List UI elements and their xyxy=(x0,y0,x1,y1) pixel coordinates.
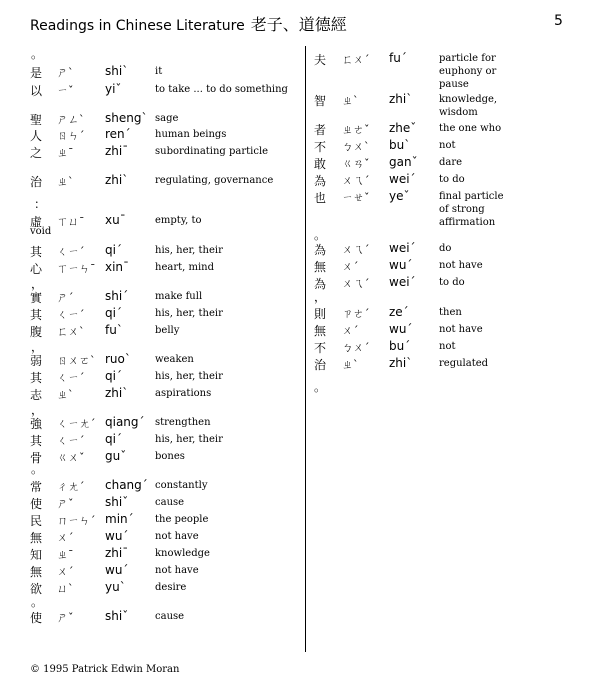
bopomofo-reading: ㄓˉ xyxy=(57,146,74,159)
english-gloss: not xyxy=(439,140,456,151)
english-gloss: belly xyxy=(155,325,180,336)
chinese-character: 其 xyxy=(30,371,43,385)
english-gloss: it xyxy=(155,66,163,77)
pinyin-reading: shengˋ xyxy=(105,111,148,125)
chinese-character: 不 xyxy=(314,140,327,154)
pinyin-reading: weiˊ xyxy=(389,172,416,186)
bopomofo-reading: ㄨㄟˊ xyxy=(342,243,370,256)
english-gloss: regulated xyxy=(439,358,489,369)
punctuation-mark: 。 xyxy=(314,228,327,242)
bopomofo-reading: ㄈㄨˊ xyxy=(342,53,370,66)
bopomofo-reading: ㄈㄨˋ xyxy=(57,325,85,338)
chinese-character: 治 xyxy=(30,175,43,189)
english-gloss: to do xyxy=(439,277,465,288)
pinyin-reading: fuˊ xyxy=(389,51,407,65)
book-title-english: Readings in Chinese Literature xyxy=(30,18,245,34)
bopomofo-reading: ㄑㄧㄤˊ xyxy=(57,417,96,430)
punctuation-mark: 。 xyxy=(31,462,44,476)
chinese-character: 則 xyxy=(314,307,327,321)
chinese-character: 志 xyxy=(30,388,43,402)
punctuation-mark: 。 xyxy=(31,595,44,609)
bopomofo-reading: ㄑㄧˊ xyxy=(57,371,85,384)
pinyin-reading: guˇ xyxy=(105,449,127,463)
chinese-character: 以 xyxy=(30,84,43,98)
chinese-character: 弱 xyxy=(30,354,43,368)
punctuation-mark: ， xyxy=(31,403,44,417)
bopomofo-reading: ㄕㄥˋ xyxy=(57,113,85,126)
chinese-character: 心 xyxy=(30,262,43,276)
chinese-character: 使 xyxy=(30,497,43,511)
chinese-character: 夫 xyxy=(314,53,327,67)
english-gloss: the one who xyxy=(439,123,502,134)
english-gloss: his, her, their xyxy=(155,245,223,256)
chinese-character: 為 xyxy=(314,277,327,291)
chinese-character: 欲 xyxy=(30,582,43,596)
english-gloss: to do xyxy=(439,174,465,185)
chinese-character: 敢 xyxy=(314,157,327,171)
bopomofo-reading: ㄅㄨˊ xyxy=(342,341,370,354)
bopomofo-reading: ㄓㄜˇ xyxy=(342,123,370,136)
english-gloss: his, her, their xyxy=(155,308,223,319)
bopomofo-reading: ㄅㄨˋ xyxy=(342,140,370,153)
chinese-character: 腹 xyxy=(30,325,43,339)
bopomofo-reading: ㄧˇ xyxy=(57,84,74,97)
pinyin-reading: minˊ xyxy=(105,512,134,526)
english-gloss: cause xyxy=(155,611,185,622)
pinyin-reading: qiˊ xyxy=(105,369,122,383)
chinese-character: 無 xyxy=(30,531,43,545)
book-title xyxy=(30,12,347,35)
bopomofo-reading: ㄑㄧˊ xyxy=(57,245,85,258)
bopomofo-reading: ㄨㄟˊ xyxy=(342,277,370,290)
pinyin-reading: weiˊ xyxy=(389,275,416,289)
punctuation-mark: ， xyxy=(31,277,44,291)
bopomofo-reading: ㄕˊ xyxy=(57,291,74,304)
pinyin-reading: zheˇ xyxy=(389,121,417,135)
pinyin-reading: changˊ xyxy=(105,478,148,492)
english-gloss: weaken xyxy=(155,354,194,365)
punctuation-mark: ， xyxy=(314,290,327,304)
english-gloss: not xyxy=(439,341,456,352)
pinyin-reading: wuˊ xyxy=(105,563,129,577)
chinese-character: 常 xyxy=(30,480,43,494)
pinyin-reading: ganˇ xyxy=(389,155,418,169)
bopomofo-reading: ㄔㄤˊ xyxy=(57,480,85,493)
chinese-character: 無 xyxy=(314,324,327,338)
english-gloss: constantly xyxy=(155,480,208,491)
pinyin-reading: qiˊ xyxy=(105,432,122,446)
bopomofo-reading: ㄍㄨˇ xyxy=(57,451,85,464)
bopomofo-reading: ㄍㄢˇ xyxy=(342,157,370,170)
chinese-character: 知 xyxy=(30,548,43,562)
pinyin-reading: zhiˋ xyxy=(389,356,413,370)
pinyin-reading: shiˇ xyxy=(105,495,129,509)
pinyin-reading: qiˊ xyxy=(105,306,122,320)
chinese-character: 之 xyxy=(30,146,43,160)
pinyin-reading: fuˋ xyxy=(105,323,123,337)
bopomofo-reading: ㄓˉ xyxy=(57,548,74,561)
punctuation-mark: ： xyxy=(34,197,47,211)
english-gloss: the people xyxy=(155,514,209,525)
copyright-footer: © 1995 Patrick Edwin Moran xyxy=(30,664,180,675)
page-number: 5 xyxy=(554,13,563,29)
english-gloss: make full xyxy=(155,291,203,302)
english-gloss: bones xyxy=(155,451,185,462)
english-gloss: heart, mind xyxy=(155,262,214,273)
english-gloss: do xyxy=(439,243,452,254)
pinyin-reading: zhiˋ xyxy=(105,173,129,187)
pinyin-reading: yeˇ xyxy=(389,189,410,203)
english-gloss: final particle of strong affirmation xyxy=(439,191,504,228)
english-gloss: then xyxy=(439,307,462,318)
pinyin-reading: wuˊ xyxy=(105,529,129,543)
english-gloss: not have xyxy=(439,324,483,335)
bopomofo-reading: ㄓˋ xyxy=(57,175,74,188)
pinyin-reading: weiˊ xyxy=(389,241,416,255)
bopomofo-reading: ㄑㄧˊ xyxy=(57,434,85,447)
bopomofo-reading: ㄨˊ xyxy=(57,531,74,544)
pinyin-reading: shiˊ xyxy=(105,289,129,303)
chinese-character: 使 xyxy=(30,611,43,625)
chinese-character: 不 xyxy=(314,341,327,355)
column-divider xyxy=(305,46,306,652)
pinyin-reading: yuˋ xyxy=(105,580,126,594)
pinyin-reading: yiˇ xyxy=(105,82,122,96)
pinyin-reading: xuˉ xyxy=(105,213,126,227)
chinese-character: 也 xyxy=(314,191,327,205)
pinyin-reading: buˊ xyxy=(389,339,411,353)
chinese-character: 者 xyxy=(314,123,327,137)
english-gloss: to take ... to do something xyxy=(155,84,288,95)
pinyin-reading: ruoˋ xyxy=(105,352,131,366)
chinese-character: 為 xyxy=(314,174,327,188)
pinyin-reading: zeˊ xyxy=(389,305,409,319)
punctuation-mark: ， xyxy=(31,340,44,354)
english-gloss: his, her, their xyxy=(155,371,223,382)
english-gloss: his, her, their xyxy=(155,434,223,445)
chinese-character: 其 xyxy=(30,245,43,259)
bopomofo-reading: ㄕˋ xyxy=(57,66,74,79)
pinyin-reading: zhiˋ xyxy=(105,386,129,400)
bopomofo-reading: ㄧㄝˇ xyxy=(342,191,370,204)
english-gloss: not have xyxy=(155,531,199,542)
english-gloss: cause xyxy=(155,497,185,508)
chinese-character: 無 xyxy=(314,260,327,274)
chinese-character: 是 xyxy=(30,66,43,80)
bopomofo-reading: ㄖㄨㄛˋ xyxy=(57,354,96,367)
english-gloss: not have xyxy=(439,260,483,271)
english-gloss: knowledge, wisdom xyxy=(439,94,498,118)
english-gloss: aspirations xyxy=(155,388,212,399)
english-gloss: dare xyxy=(439,157,463,168)
chinese-character: 人 xyxy=(30,129,43,143)
bopomofo-reading: ㄓˋ xyxy=(342,358,359,371)
bopomofo-reading: ㄖㄣˊ xyxy=(57,129,85,142)
pinyin-reading: zhiˉ xyxy=(105,546,129,560)
english-gloss: desire xyxy=(155,582,187,593)
english-gloss: particle for euphony or pause xyxy=(439,53,497,90)
pinyin-reading: qiangˊ xyxy=(105,415,145,429)
bopomofo-reading: ㄓˋ xyxy=(57,388,74,401)
chinese-character: 虛 xyxy=(30,215,43,229)
pinyin-reading: qiˊ xyxy=(105,243,122,257)
punctuation-mark: void xyxy=(30,226,52,237)
chinese-character: 聖 xyxy=(30,113,43,127)
bopomofo-reading: ㄒㄧㄣˉ xyxy=(57,262,96,275)
chinese-character: 其 xyxy=(30,434,43,448)
chinese-character: 為 xyxy=(314,243,327,257)
chinese-character: 無 xyxy=(30,565,43,579)
english-gloss: knowledge xyxy=(155,548,210,559)
pinyin-reading: xinˉ xyxy=(105,260,130,274)
pinyin-reading: zhiˉ xyxy=(105,144,129,158)
bopomofo-reading: ㄒㄩˉ xyxy=(57,215,85,228)
chinese-character: 治 xyxy=(314,358,327,372)
bopomofo-reading: ㄑㄧˊ xyxy=(57,308,85,321)
bopomofo-reading: ㄨˊ xyxy=(342,324,359,337)
punctuation-mark: 。 xyxy=(31,47,44,61)
english-gloss: subordinating particle xyxy=(155,146,269,157)
bopomofo-reading: ㄗㄜˊ xyxy=(342,307,370,320)
pinyin-reading: shiˇ xyxy=(105,609,129,623)
chinese-character: 其 xyxy=(30,308,43,322)
english-gloss: empty, to xyxy=(155,215,202,226)
bopomofo-reading: ㄇㄧㄣˊ xyxy=(57,514,96,527)
pinyin-reading: shiˋ xyxy=(105,64,129,78)
pinyin-reading: wuˊ xyxy=(389,322,413,336)
chinese-character: 骨 xyxy=(30,451,43,465)
pinyin-reading: buˋ xyxy=(389,138,411,152)
book-title-chinese: 老子、道德經 xyxy=(250,15,347,34)
punctuation-mark: 。 xyxy=(314,380,327,394)
bopomofo-reading: ㄨㄟˊ xyxy=(342,174,370,187)
english-gloss: not have xyxy=(155,565,199,576)
english-gloss: human beings xyxy=(155,129,227,140)
pinyin-reading: zhiˋ xyxy=(389,92,413,106)
pinyin-reading: renˊ xyxy=(105,127,131,141)
english-gloss: strengthen xyxy=(155,417,211,428)
pinyin-reading: wuˊ xyxy=(389,258,413,272)
bopomofo-reading: ㄕˇ xyxy=(57,611,74,624)
chinese-character: 民 xyxy=(30,514,43,528)
chinese-character: 實 xyxy=(30,291,43,305)
english-gloss: sage xyxy=(155,113,179,124)
bopomofo-reading: ㄩˋ xyxy=(57,582,74,595)
bopomofo-reading: ㄨˊ xyxy=(342,260,359,273)
chinese-character: 智 xyxy=(314,94,327,108)
bopomofo-reading: ㄨˊ xyxy=(57,565,74,578)
chinese-character: 強 xyxy=(30,417,43,431)
bopomofo-reading: ㄓˋ xyxy=(342,94,359,107)
english-gloss: regulating, governance xyxy=(155,175,274,186)
bopomofo-reading: ㄕˇ xyxy=(57,497,74,510)
